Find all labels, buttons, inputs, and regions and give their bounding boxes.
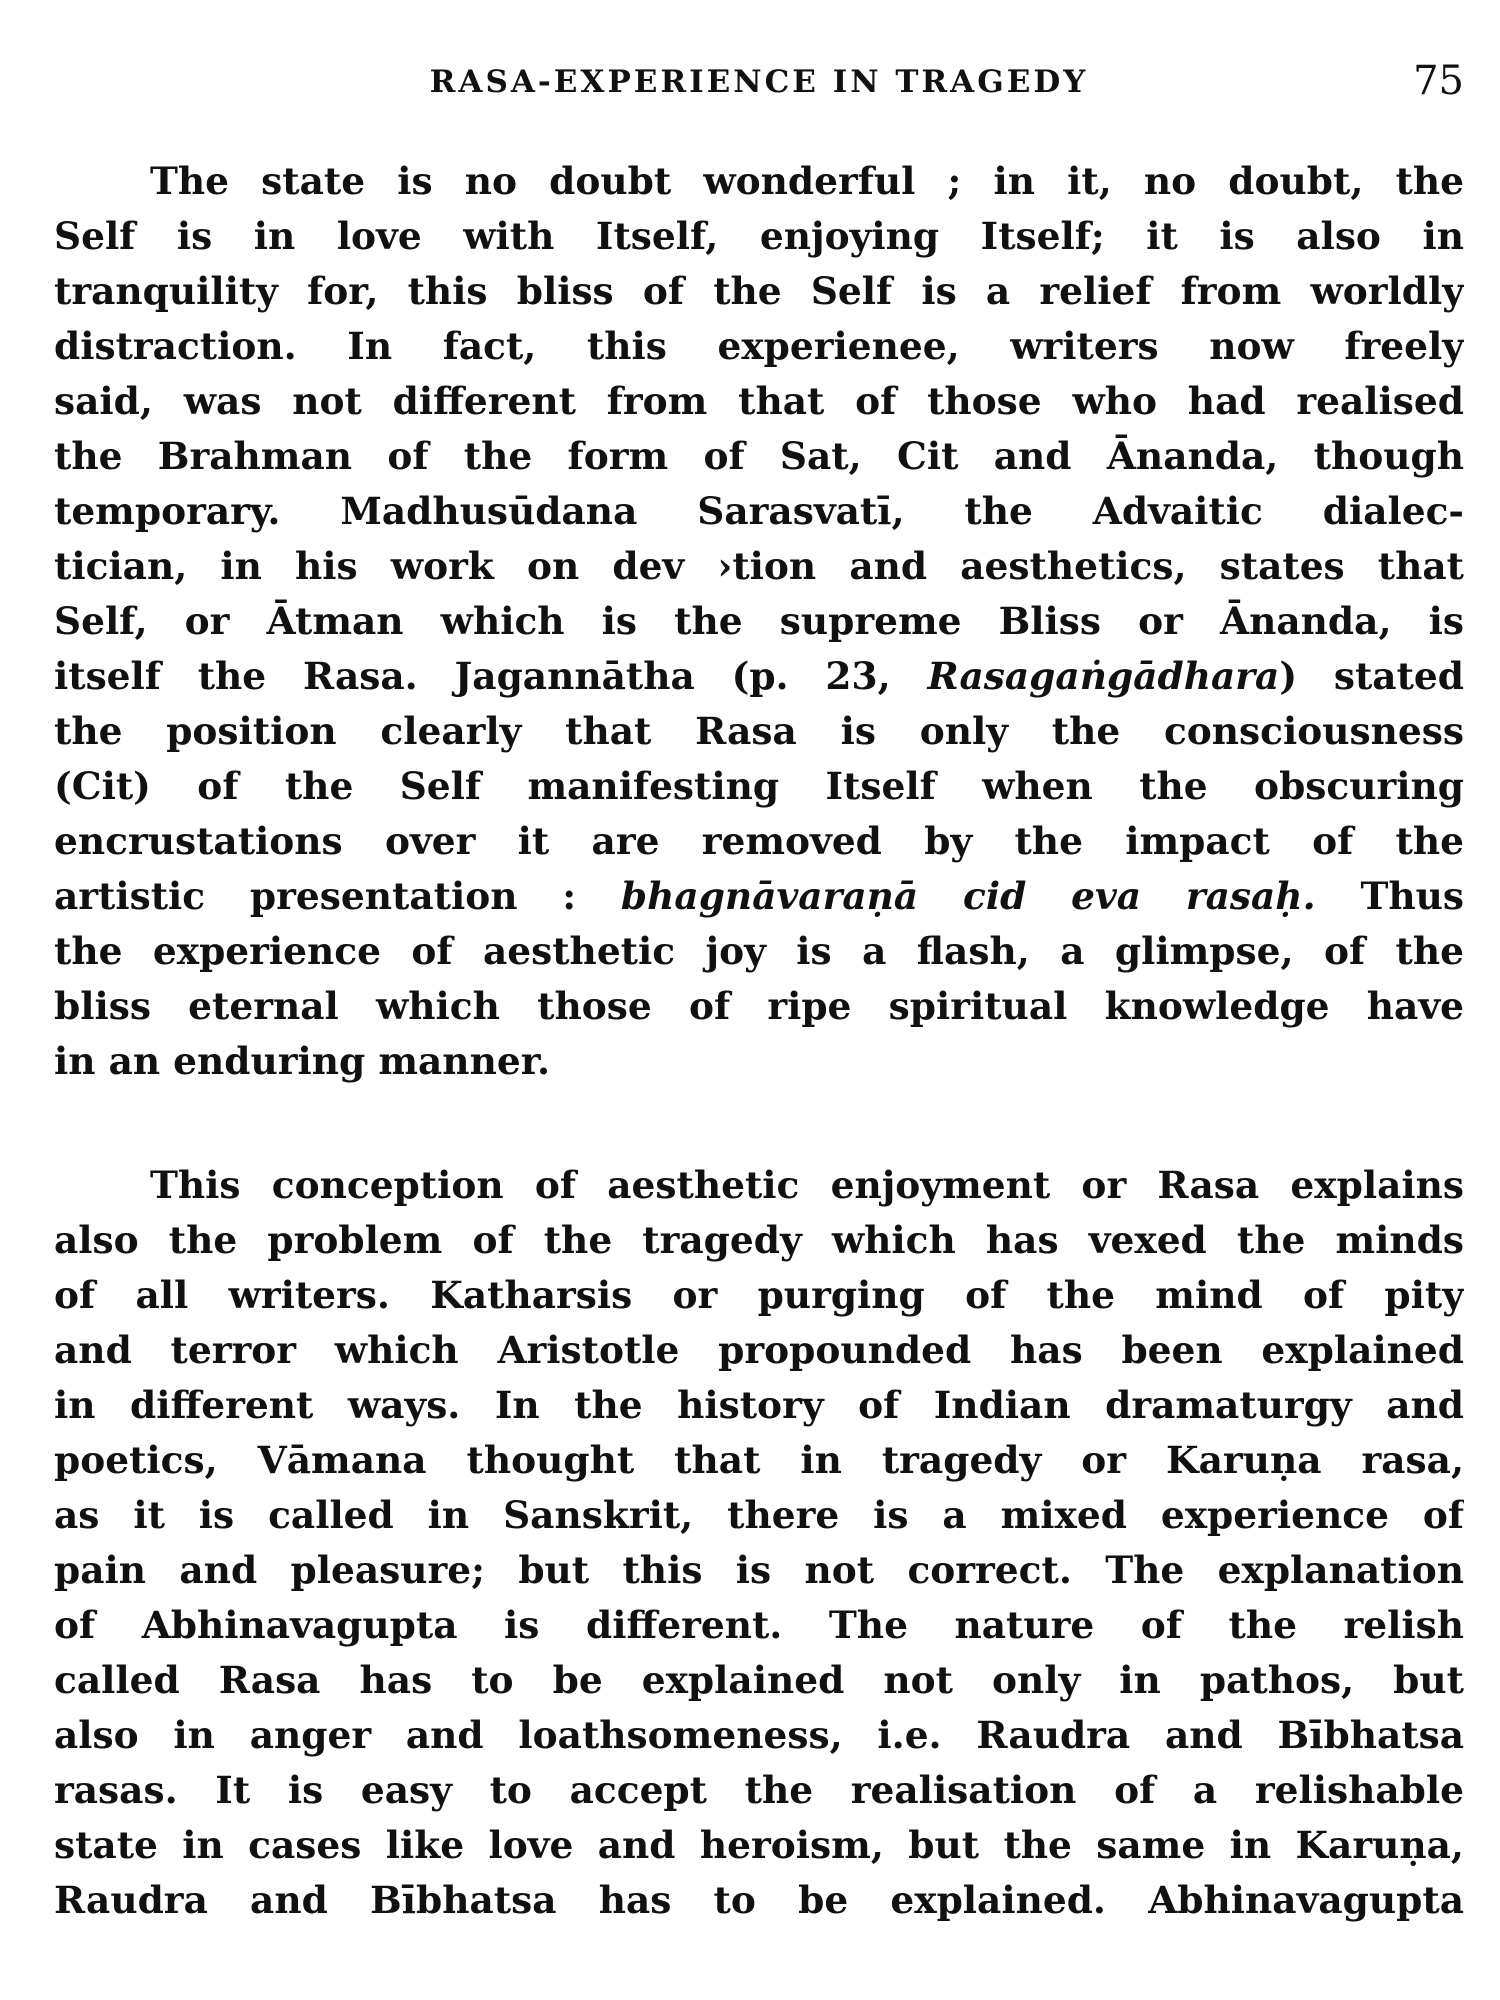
text-line: in different ways. In the history of Indian dramaturgy and	[54, 1383, 1464, 1427]
text-line: in an enduring manner.	[54, 1039, 551, 1083]
text-line: as it is called in Sanskrit, there is a mixed experience of	[54, 1493, 1464, 1537]
text-line: The state is no doubt wonderful ; in it, no doubt, the	[150, 159, 1464, 203]
text-line: Self, or Ātman which is the supreme Bliss or Ānanda, is	[54, 599, 1464, 643]
text-line: pain and pleasure; but this is not correct. The explanation	[54, 1548, 1464, 1592]
text-line: the experience of aesthetic joy is a flash, a glimpse, of the	[54, 929, 1464, 973]
text-line: (Cit) of the Self manifesting Itself when the obscuring	[54, 764, 1464, 808]
text-line: Self is in love with Itself, enjoying Itself; it is also in	[54, 214, 1464, 258]
text-line: said, was not different from that of those who had realised	[54, 379, 1464, 423]
text-line: the position clearly that Rasa is only the consciousness	[54, 709, 1464, 753]
text-line: of Abhinavagupta is different. The nature of the relish	[54, 1603, 1464, 1647]
text-line: Raudra and Bībhatsa has to be explained. Abhinavagupta	[54, 1878, 1464, 1922]
text-line: poetics, Vāmana thought that in tragedy or Karuṇa rasa,	[54, 1438, 1464, 1482]
text-line: artistic presentation : bhagnāvaraṇā cid eva rasaḥ. Thus	[54, 874, 1464, 918]
text-line: and terror which Aristotle propounded has been explained	[54, 1328, 1464, 1372]
paragraph-1	[54, 154, 1464, 1089]
text-line: tranquility for, this bliss of the Self is a relief from worldly	[54, 269, 1464, 313]
text-line: encrustations over it are removed by the impact of the	[54, 819, 1464, 863]
running-head	[54, 58, 1464, 118]
page-number: 75	[1413, 58, 1464, 104]
italic-quotation: bhagnāvaraṇā cid eva rasaḥ.	[620, 874, 1316, 918]
text-line: bliss eternal which those of ripe spiritual knowledge have	[54, 984, 1464, 1028]
running-title: RASA-EXPERIENCE IN TRAGEDY	[429, 64, 1089, 100]
text-line: called Rasa has to be explained not only in pathos, but	[54, 1658, 1464, 1702]
text-line: itself the Rasa. Jagannātha (p. 23, Rasagaṅgādhara) stated	[54, 654, 1464, 698]
italic-title: Rasagaṅgādhara	[927, 654, 1280, 698]
text-line: also the problem of the tragedy which has vexed the minds	[54, 1218, 1464, 1262]
text-line: also in anger and loathsomeness, i.e. Raudra and Bībhatsa	[54, 1713, 1464, 1757]
text-line: state in cases like love and heroism, but the same in Karuṇa,	[54, 1823, 1464, 1867]
text-line: the Brahman of the form of Sat, Cit and Ānanda, though	[54, 434, 1464, 478]
text-line: rasas. It is easy to accept the realisation of a relishable	[54, 1768, 1464, 1812]
text-line: of all writers. Katharsis or purging of the mind of pity	[54, 1273, 1464, 1317]
text-line: tician, in his work on dev ›tion and aesthetics, states that	[54, 544, 1464, 588]
paragraph-2	[54, 1158, 1464, 1928]
text-line: temporary. Madhusūdana Sarasvatī, the Advaitic dialec-	[54, 489, 1464, 533]
text-line: distraction. In fact, this experienee, writers now freely	[54, 324, 1464, 368]
text-line: This conception of aesthetic enjoyment or Rasa explains	[150, 1163, 1464, 1207]
